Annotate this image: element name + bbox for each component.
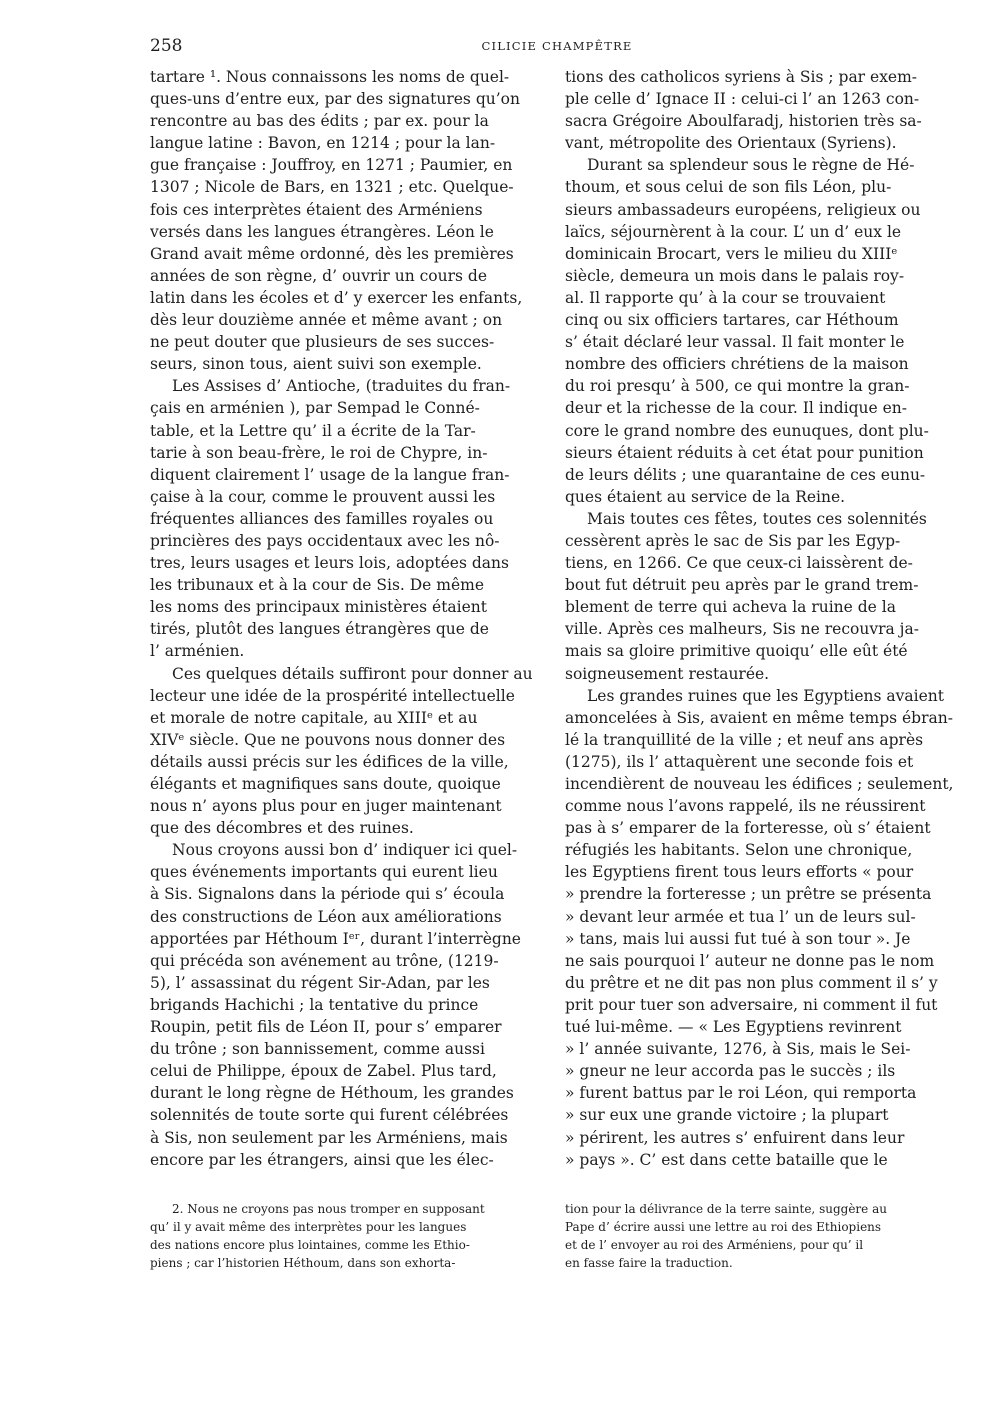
- text-line: tartare ¹. Nous connaissons les noms de quel-: [150, 68, 510, 86]
- text-line: réfugiés les habitants. Selon une chronique,: [565, 841, 913, 860]
- text-line: lecteur une idée de la prospérité intellectuelle: [150, 686, 515, 705]
- text-line: à Sis. Signalons dans la période qui s’ écoula: [150, 885, 505, 904]
- footnote-line: et de l’ envoyer au roi des Arméniens, pour qu’ il: [565, 1238, 864, 1252]
- text-line: encore par les étrangers, ainsi que les élec-: [150, 1150, 494, 1169]
- text-line: thoum, et sous celui de son fils Léon, plu-: [565, 178, 892, 197]
- text-line: du roi presqu’ à 500, ce qui montre la gran-: [565, 377, 910, 396]
- text-line: tiens, en 1266. Ce que ceux-ci laissèrent de-: [565, 554, 913, 573]
- text-line: » l’ année suivante, 1276, à Sis, mais le Sei-: [565, 1040, 911, 1059]
- text-line: » devant leur armée et tua l’ un de leurs sul-: [565, 907, 916, 926]
- text-line: celui de Philippe, époux de Zabel. Plus tard,: [150, 1062, 497, 1081]
- text-line: tirés, plutôt des langues étrangères que de: [150, 620, 489, 639]
- text-line: solennités de toute sorte qui furent célébrées: [150, 1106, 509, 1125]
- text-line: latin dans les écoles et d’ y exercer les enfants,: [150, 288, 523, 307]
- text-line: dominicain Brocart, vers le milieu du XIIIᵉ: [565, 244, 898, 263]
- text-line: les noms des principaux ministères étaient: [150, 598, 488, 617]
- text-line: laïcs, séjournèrent à la cour. L’ un d’ eux le: [565, 222, 902, 241]
- text-line: apportées par Héthoum Iᵉʳ, durant l’interrègne: [150, 929, 521, 948]
- text-line: ques événements importants qui eurent lieu: [150, 863, 498, 882]
- text-line: dès leur douzième année et même avant ; on: [150, 311, 503, 330]
- footnote-line: qu’ il y avait même des interprètes pour les langues: [150, 1220, 467, 1234]
- text-line: tres, leurs usages et leurs lois, adoptées dans: [150, 554, 509, 573]
- text-line: nombre des officiers chrétiens de la maison: [565, 355, 909, 374]
- right-text-column: [565, 66, 955, 1172]
- footnote-line: Pape d’ écrire aussi une lettre au roi des Ethiopiens: [565, 1220, 882, 1234]
- text-line: Ces quelques détails suffiront pour donner au: [172, 664, 533, 683]
- text-line: çaise à la cour, comme le prouvent aussi les: [150, 487, 496, 506]
- text-line: seurs, sinon tous, aient suivi son exemple.: [150, 355, 482, 374]
- text-line: » gneur ne leur accorda pas le succès ; ils: [565, 1062, 896, 1081]
- text-line: fois ces interprètes étaient des Arméniens: [150, 200, 483, 219]
- text-line: du prêtre et ne dit pas non plus comment il s’ y: [565, 973, 938, 992]
- left-text-column: [150, 66, 545, 1172]
- text-line: mais sa gloire primitive quoiqu’ elle eût été: [565, 642, 908, 661]
- text-line: blement de terre qui acheva la ruine de la: [565, 598, 896, 617]
- text-line: du trône ; son bannissement, comme aussi: [150, 1040, 485, 1059]
- text-line: fréquentes alliances des familles royales ou: [150, 509, 494, 528]
- text-line: bout fut détruit peu après par le grand trem-: [565, 576, 919, 595]
- footnote-left-column: [150, 1200, 545, 1272]
- text-line: à Sis, non seulement par les Arméniens, mais: [150, 1128, 508, 1147]
- text-line: vant, métropolite des Orientaux (Syriens).: [565, 134, 897, 153]
- text-line: » prendre la forteresse ; un prêtre se présenta: [565, 885, 932, 904]
- footnote-line: des nations encore plus lointaines, comme les Ethio-: [150, 1238, 470, 1252]
- text-line: cinq ou six officiers tartares, car Héthoum: [565, 311, 899, 330]
- text-line: » pays ». C’ est dans cette bataille que le: [565, 1150, 888, 1169]
- text-line: versés dans les langues étrangères. Léon le: [150, 222, 494, 241]
- footnote-line: 2. Nous ne croyons pas nous tromper en supposant: [172, 1202, 485, 1216]
- text-line: les Egyptiens firent tous leurs efforts « pour: [565, 863, 914, 882]
- text-line: de leurs délits ; une quarantaine de ces eunu-: [565, 465, 926, 484]
- text-line: Les Assises d’ Antioche, (traduites du fran-: [172, 377, 511, 396]
- footnote-line: piens ; car l’historien Héthoum, dans son exhorta-: [150, 1256, 456, 1270]
- text-line: les tribunaux et à la cour de Sis. De même: [150, 576, 485, 595]
- text-line: ville. Après ces malheurs, Sis ne recouvra ja-: [565, 620, 919, 639]
- text-line: l’ arménien.: [150, 642, 245, 661]
- footnote-line: en fasse faire la traduction.: [565, 1256, 733, 1270]
- text-line: Grand avait même ordonné, dès les premières: [150, 244, 514, 263]
- text-line: Les grandes ruines que les Egyptiens avaient: [587, 686, 944, 705]
- text-line: tions des catholicos syriens à Sis ; par exem-: [565, 68, 918, 86]
- text-line: détails aussi précis sur les édifices de la ville,: [150, 752, 509, 771]
- text-line: 1307 ; Nicole de Bars, en 1321 ; etc. Quelque-: [150, 178, 514, 197]
- footnote-right-column: [565, 1200, 955, 1272]
- text-line: lé la tranquillité de la ville ; et neuf ans après: [565, 730, 924, 749]
- text-line: sacra Grégoire Aboulfaradj, historien très sa-: [565, 112, 922, 131]
- text-line: qui précéda son avénement au trône, (1219-: [150, 951, 499, 970]
- text-line: prit pour tuer son adversaire, ni comment il fut: [565, 995, 938, 1014]
- text-line: deur et la richesse de la cour. Il indique en-: [565, 399, 908, 418]
- text-line: incendièrent de nouveau les édifices ; seulement,: [565, 775, 954, 793]
- text-line: amoncelées à Sis, avaient en même temps ébran-: [565, 708, 953, 727]
- text-line: langue latine : Bavon, en 1214 ; pour la lan-: [150, 134, 496, 153]
- text-line: (1275), ils l’ attaquèrent une seconde fois et: [565, 752, 914, 771]
- text-line: cessèrent après le sac de Sis par les Egyp-: [565, 531, 901, 550]
- text-line: nous n’ ayons plus pour en juger maintenant: [150, 797, 502, 816]
- text-line: pas à s’ emparer de la forteresse, où s’ étaient: [565, 819, 931, 838]
- text-line: soigneusement restaurée.: [565, 664, 770, 683]
- text-line: Mais toutes ces fêtes, toutes ces solennités: [587, 509, 927, 528]
- text-line: » sur eux une grande victoire ; la plupart: [565, 1106, 889, 1125]
- text-line: » périrent, les autres s’ enfuirent dans leur: [565, 1128, 905, 1147]
- text-line: sieurs ambassadeurs européens, religieux ou: [565, 200, 921, 219]
- text-line: Nous croyons aussi bon d’ indiquer ici quel-: [172, 841, 518, 860]
- text-line: siècle, demeura un mois dans le palais roy-: [565, 266, 905, 285]
- text-line: çais en arménien ), par Sempad le Conné-: [150, 399, 480, 418]
- text-line: ques-uns d’entre eux, par des signatures qu’on: [150, 90, 520, 109]
- running-title: CILICIE CHAMPÊTRE: [481, 39, 633, 53]
- text-line: ple celle d’ Ignace II : celui-ci l’ an 1263 con-: [565, 90, 920, 109]
- text-line: brigands Hachichi ; la tentative du prince: [150, 995, 479, 1014]
- text-line: princières des pays occidentaux avec les nô-: [150, 531, 500, 550]
- text-line: élégants et magnifiques sans doute, quoique: [150, 775, 501, 793]
- text-line: gue française : Jouffroy, en 1271 ; Paumier, en: [150, 156, 513, 175]
- text-line: table, et la Lettre qu’ il a écrite de la Tar-: [150, 421, 476, 440]
- text-line: ne sais pourquoi l’ auteur ne donne pas le nom: [565, 951, 935, 970]
- text-line: sieurs étaient réduits à cet état pour punition: [565, 443, 924, 462]
- text-line: et morale de notre capitale, au XIIIᵉ et au: [150, 708, 478, 727]
- footnote-line: tion pour la délivrance de la terre sainte, suggère au: [565, 1202, 887, 1216]
- text-line: rencontre au bas des édits ; par ex. pour la: [150, 112, 489, 131]
- text-line: core le grand nombre des eunuques, dont plu-: [565, 421, 929, 440]
- text-line: des constructions de Léon aux améliorations: [150, 907, 502, 926]
- text-line: ne peut douter que plusieurs de ses succes-: [150, 333, 495, 352]
- text-line: 5), l’ assassinat du régent Sir-Adan, par les: [150, 973, 490, 992]
- text-line: Roupin, petit fils de Léon II, pour s’ emparer: [150, 1018, 502, 1037]
- text-line: tué lui-même. — « Les Egyptiens revinrent: [565, 1018, 902, 1037]
- text-line: années de son règne, d’ ouvrir un cours de: [150, 266, 487, 285]
- text-line: Durant sa splendeur sous le règne de Hé-: [587, 156, 915, 175]
- page-number: 258: [150, 36, 183, 56]
- text-line: que des décombres et des ruines.: [150, 819, 414, 838]
- text-line: tarie à son beau-frère, le roi de Chypre, in-: [150, 443, 488, 462]
- text-line: comme nous l’avons rappelé, ils ne réussirent: [565, 797, 926, 816]
- text-line: XIVᵉ siècle. Que ne pouvons nous donner des: [150, 730, 506, 749]
- text-line: al. Il rapporte qu’ à la cour se trouvaient: [565, 288, 886, 307]
- text-line: » tans, mais lui aussi fut tué à son tour ». Je: [565, 929, 911, 948]
- page-header: [150, 36, 964, 60]
- text-line: durant le long règne de Héthoum, les grandes: [150, 1084, 514, 1103]
- text-line: ques étaient au service de la Reine.: [565, 487, 846, 506]
- text-line: diquent clairement l’ usage de la langue fran-: [150, 465, 510, 484]
- text-line: s’ était déclaré leur vassal. Il fait monter le: [565, 333, 905, 352]
- text-line: » furent battus par le roi Léon, qui remporta: [565, 1084, 917, 1103]
